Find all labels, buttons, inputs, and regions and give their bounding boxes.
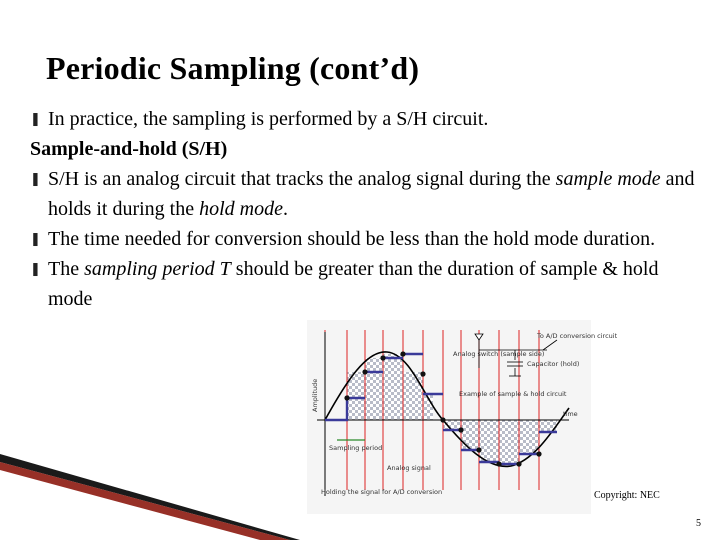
- page-number: 5: [696, 518, 701, 529]
- label-example-circuit: Example of sample & hold circuit: [459, 390, 567, 398]
- label-analog-signal: Analog signal: [387, 464, 431, 472]
- copyright-text: Copyright: NEC: [594, 490, 660, 501]
- label-holding-signal: Holding the signal for A/D conversion: [321, 488, 443, 496]
- bullet-item-2: ❚ The time needed for conversion should be less than the hold mode duration.: [30, 224, 700, 254]
- label-to-adc: To A/D conversion circuit: [537, 332, 618, 340]
- label-capacitor: Capacitor (hold): [527, 360, 580, 368]
- decorative-corner: [0, 440, 300, 540]
- sample-hold-figure: [307, 320, 618, 514]
- label-time: time: [563, 410, 578, 418]
- bullet-text: In practice, the sampling is performed by a S/H circuit.: [48, 108, 489, 130]
- bullet-item-intro: [30, 104, 700, 134]
- bullet-item-1: ❚ S/H is an analog circuit that tracks the analog signal during the sample mode and holds it during the hold mode.: [30, 164, 700, 224]
- slide-body: [30, 104, 700, 314]
- label-amplitude: Amplitude: [311, 378, 319, 412]
- bullet-item-3: ❚ The sampling period T should be greater than the duration of sample & hold mode: [30, 254, 700, 314]
- label-sampling-period: Sampling period: [329, 444, 383, 452]
- subheading: Sample-and-hold (S/H): [30, 138, 228, 160]
- bullet-icon: ❚: [30, 262, 41, 277]
- bullet-icon: ❚: [30, 112, 41, 127]
- bullet-icon: ❚: [30, 232, 41, 247]
- slide-title: Periodic Sampling (cont’d): [46, 50, 420, 86]
- bullet-icon: ❚: [30, 172, 41, 187]
- label-analog-switch: Analog switch (sample side): [453, 350, 545, 358]
